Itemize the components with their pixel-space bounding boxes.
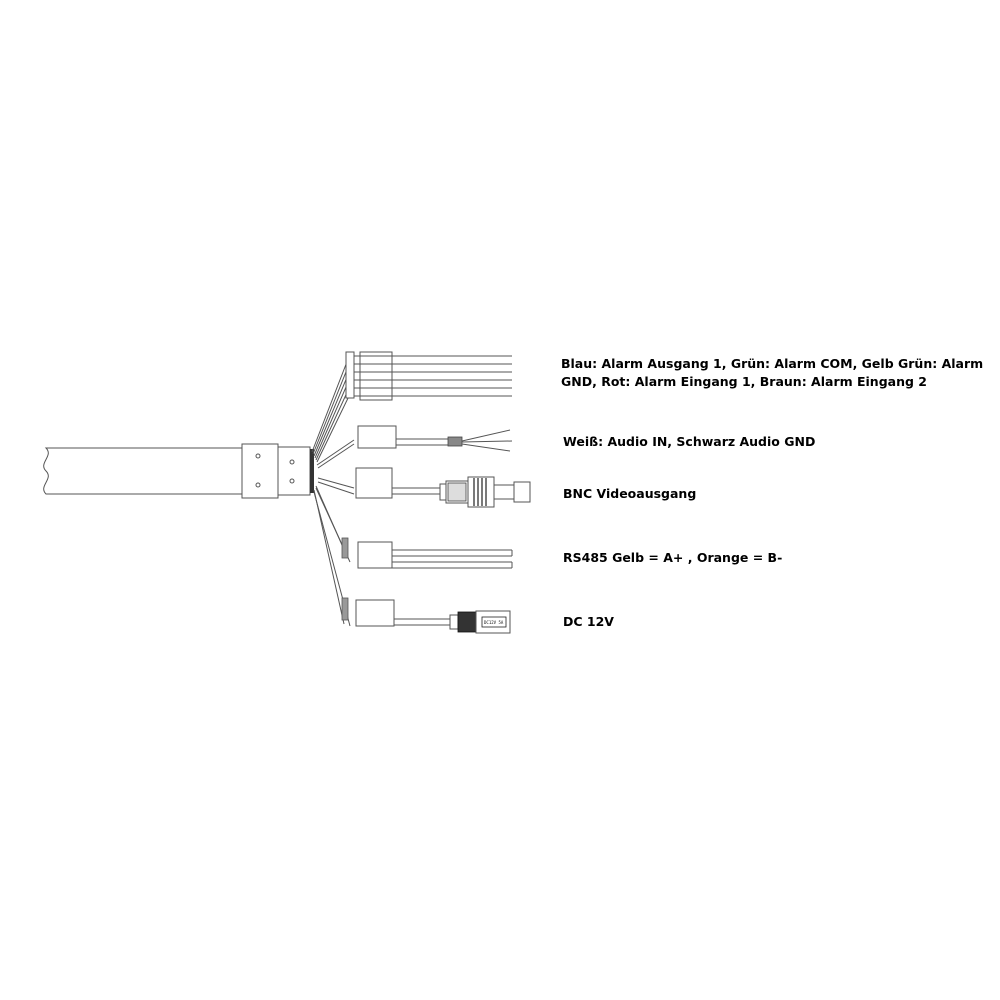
rs485-wire-group bbox=[342, 538, 512, 568]
main-cable bbox=[44, 448, 242, 494]
alarm-label-line1: Blau: Alarm Ausgang 1, Grün: Alarm COM, Gelb Grün: Alarm bbox=[561, 356, 984, 371]
dc-label: DC 12V bbox=[563, 614, 614, 629]
alarm-label-line2: GND, Rot: Alarm Eingang 1, Braun: Alarm Eingang 2 bbox=[561, 374, 927, 389]
alarm-wire-group bbox=[346, 352, 512, 400]
bnc-label: BNC Videoausgang bbox=[563, 486, 697, 501]
dc-power-connector bbox=[342, 598, 510, 633]
audio-wire-group bbox=[358, 426, 512, 451]
rs485-label: RS485 Gelb = A+ , Orange = B- bbox=[563, 550, 783, 565]
cable-boot bbox=[242, 444, 314, 498]
dc-connector-marking: DC12V 5A bbox=[484, 620, 504, 625]
bnc-connector bbox=[356, 468, 530, 507]
audio-label: Weiß: Audio IN, Schwarz Audio GND bbox=[563, 434, 816, 449]
